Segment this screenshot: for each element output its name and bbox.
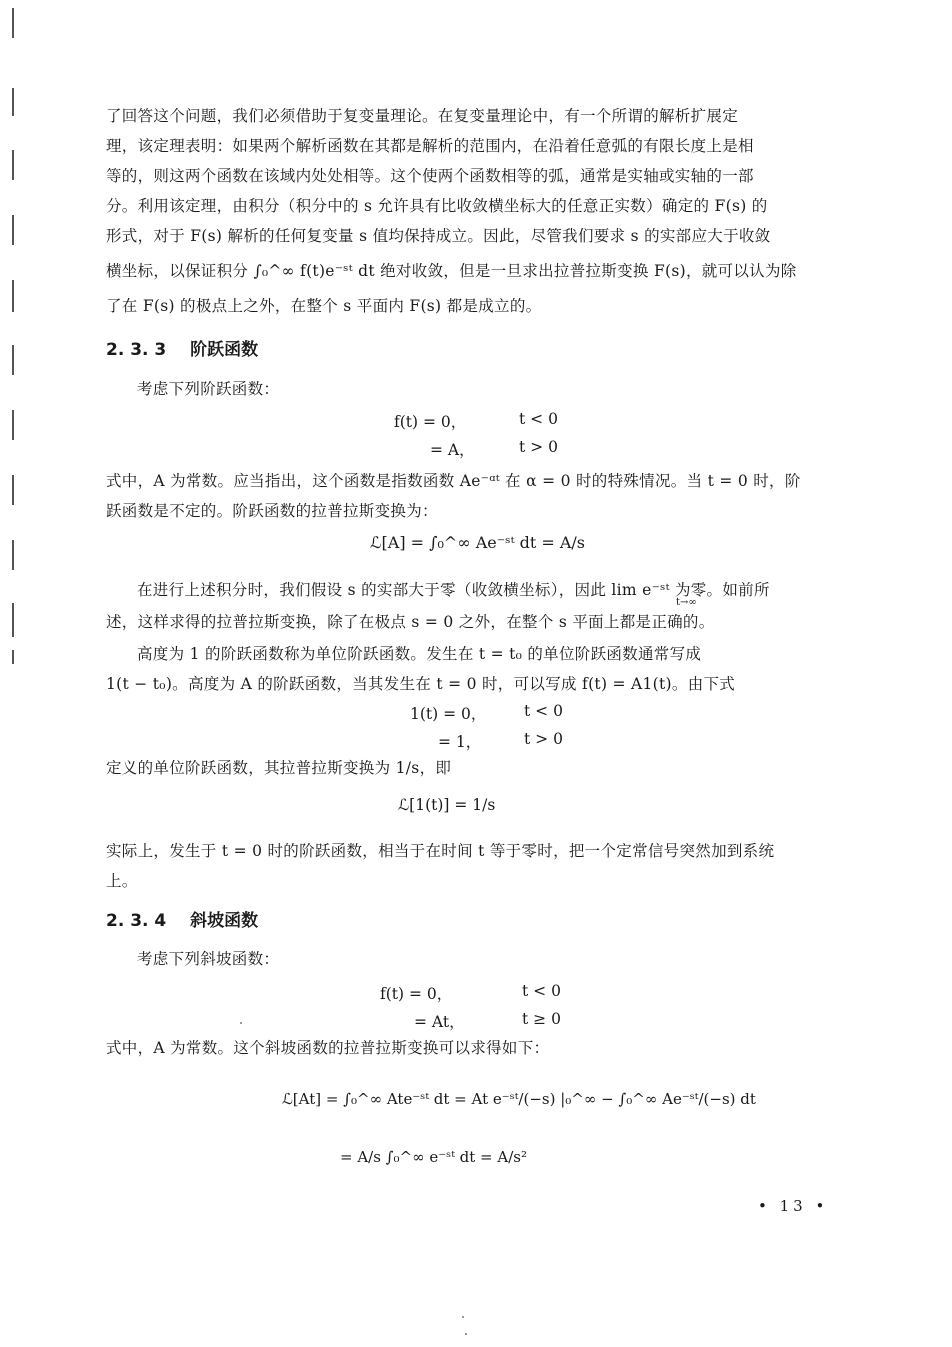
binding-edge-mark — [12, 650, 14, 664]
ramp-consider-text: 考虑下列斜坡函数： — [137, 950, 280, 968]
binding-edge-mark — [12, 540, 14, 570]
intro-line-5: 形式，对于 F(s) 解析的任何复变量 s 值均保持成立。因此，尽管我们要求 s 的实部应大于收敛 — [106, 227, 771, 245]
ramp-def-row-1-right: t < 0 — [522, 982, 561, 1000]
limit-subscript: t→∞ — [676, 597, 697, 608]
step-def-row-1-left: f(t) = 0， — [394, 413, 467, 431]
binding-edge-mark — [12, 8, 14, 38]
section-number: 2. 3. 4 — [106, 911, 167, 931]
binding-edge-mark — [12, 280, 14, 312]
step-paragraph-3b — [106, 669, 848, 699]
intro-line-6 — [106, 251, 848, 291]
step-paragraph-4 — [106, 753, 848, 783]
step-def-row-2-left: = A， — [430, 441, 475, 459]
ramp-p1-line: 式中，A 为常数。这个斜坡函数的拉普拉斯变换可以求得如下： — [106, 1039, 550, 1057]
step-consider — [106, 374, 879, 404]
step-p2-line-2: 述，这样求得的拉普拉斯变换，除了在极点 s = 0 之外，在整个 s 平面上都是正确的。 — [106, 613, 715, 631]
binding-edge-mark — [12, 88, 14, 116]
scan-speck — [240, 1022, 242, 1024]
page-number: • 13 • — [758, 1197, 829, 1215]
step-paragraph-5 — [106, 836, 848, 896]
step-paragraph-2 — [106, 575, 879, 605]
intro-line-7: 了在 F(s) 的极点上之外，在整个 s 平面内 F(s) 都是成立的。 — [106, 297, 542, 315]
scan-speck — [462, 1316, 464, 1318]
binding-edge-mark — [12, 410, 14, 440]
unit-def-row-1-left: 1(t) = 0， — [410, 705, 487, 723]
step-p5-line-2: 上。 — [106, 872, 138, 890]
ramp-def-row-2-right: t ≥ 0 — [522, 1010, 561, 1028]
binding-edge-mark — [12, 475, 14, 505]
intro-line-2: 理，该定理表明：如果两个解析函数在其都是解析的范围内，在沿着任意弧的有限长度上是相 — [106, 137, 754, 155]
intro-line-6-a: 横坐标，以保证积分 — [106, 262, 249, 280]
intro-integral: ∫₀^∞ f(t)e⁻ˢᵗ dt — [253, 262, 375, 280]
step-p1-line-2: 跃函数是不定的。阶跃函数的拉普拉斯变换为： — [106, 502, 438, 520]
step-p3-line-2: 1(t − t₀)。高度为 A 的阶跃函数，当其发生在 t = 0 时，可以写成 f(t) = A1(t)。由下式 — [106, 675, 736, 693]
step-p1-line-1: 式中，A 为常数。应当指出，这个函数是指数函数 Ae⁻ᵅᵗ 在 α = 0 时的特殊情况。当 t = 0 时，阶 — [106, 472, 801, 490]
step-p2-line-1: 在进行上述积分时，我们假设 s 的实部大于零（收敛横坐标），因此 lim e⁻ˢᵗ 为零。如前所 — [137, 581, 770, 599]
ramp-transform-equation-1: ℒ[At] = ∫₀^∞ Ate⁻ˢᵗ dt = At e⁻ˢᵗ/(−s) |₀^∞ − ∫₀^∞ Ae⁻ˢᵗ/(−s) dt — [282, 1090, 756, 1108]
unit-def-row-2-left: = 1， — [438, 733, 482, 751]
binding-edge-mark — [12, 345, 14, 375]
unit-def-row-2-right: t > 0 — [524, 730, 563, 748]
step-p5-line-1: 实际上，发生于 t = 0 时的阶跃函数，相当于在时间 t 等于零时，把一个定常信号突然加到系统 — [106, 842, 775, 860]
section-title: 斜坡函数 — [190, 911, 259, 931]
step-p4-line: 定义的单位阶跃函数，其拉普拉斯变换为 1/s，即 — [106, 759, 452, 777]
step-paragraph-1 — [106, 466, 848, 526]
intro-line-4: 分。利用该定理，由积分（积分中的 s 允许具有比收敛横坐标大的任意正实数）确定的 F(s) 的 — [106, 197, 768, 215]
unit-def-row-1-right: t < 0 — [524, 702, 563, 720]
step-transform-equation: ℒ[A] = ∫₀^∞ Ae⁻ˢᵗ dt = A/s — [370, 533, 586, 552]
intro-line-6-b: 绝对收敛，但是一旦求出拉普拉斯变换 F(s)，就可以认为除 — [380, 262, 797, 280]
intro-paragraph — [106, 101, 848, 321]
step-def-row-1-right: t < 0 — [519, 410, 558, 428]
scan-speck — [465, 1333, 467, 1335]
intro-line-3: 等的，则这两个函数在该域内处处相等。这个使两个函数相等的弧，通常是实轴或实轴的一部 — [106, 167, 754, 185]
binding-edge-mark — [12, 603, 14, 637]
section-title: 阶跃函数 — [190, 340, 259, 360]
step-p3-line-1: 高度为 1 的阶跃函数称为单位阶跃函数。发生在 t = t₀ 的单位阶跃函数通常写成 — [137, 645, 702, 663]
section-number: 2. 3. 3 — [106, 340, 167, 360]
ramp-def-row-2-left: = At， — [414, 1013, 465, 1031]
step-consider-text: 考虑下列阶跃函数： — [137, 380, 280, 398]
intro-line-1: 了回答这个问题，我们必须借助于复变量理论。在复变量理论中，有一个所谓的解析扩展定 — [106, 107, 739, 125]
unit-transform-equation: ℒ[1(t)] = 1/s — [398, 796, 496, 814]
section-heading-ramp — [106, 906, 258, 931]
binding-edge-mark — [12, 150, 14, 180]
step-paragraph-2b — [106, 607, 848, 637]
ramp-paragraph-1 — [106, 1033, 848, 1063]
step-paragraph-3 — [106, 639, 879, 669]
ramp-def-row-1-left: f(t) = 0， — [380, 985, 453, 1003]
ramp-transform-equation-2: = A/s ∫₀^∞ e⁻ˢᵗ dt = A/s² — [340, 1148, 527, 1166]
binding-edge-mark — [12, 215, 14, 245]
step-def-row-2-right: t > 0 — [519, 438, 558, 456]
ramp-consider — [106, 944, 879, 974]
section-heading-step — [106, 335, 258, 360]
